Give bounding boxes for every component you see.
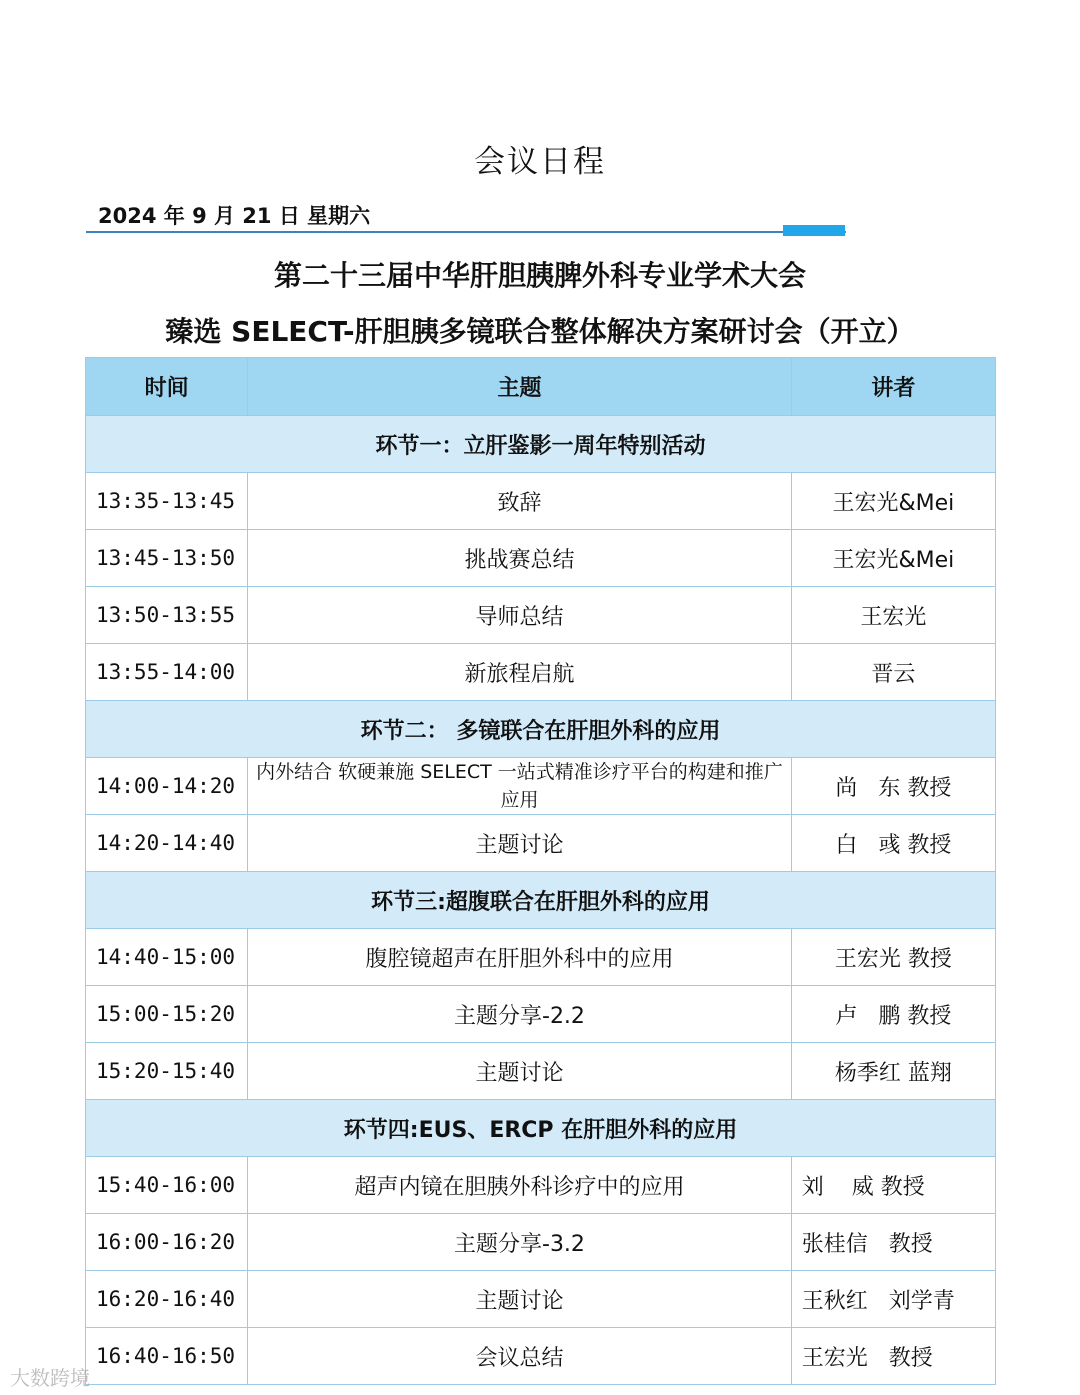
row-topic: 内外结合 软硬兼施 SELECT 一站式精准诊疗平台的构建和推广应用 [248, 758, 792, 815]
row-time: 13:50-13:55 [86, 587, 248, 644]
row-time: 16:20-16:40 [86, 1271, 248, 1328]
table-row [86, 1328, 996, 1385]
row-topic: 超声内镜在胆胰外科诊疗中的应用 [248, 1157, 792, 1214]
row-time: 16:00-16:20 [86, 1214, 248, 1271]
section-title: 环节四:EUS、ERCP 在肝胆外科的应用 [86, 1100, 996, 1157]
table-row [86, 1271, 996, 1328]
conference-title: 第二十三届中华肝胆胰脾外科专业学术大会 [273, 259, 806, 292]
row-time: 14:00-14:20 [86, 758, 248, 815]
row-time: 13:55-14:00 [86, 644, 248, 701]
row-speaker: 王宏光 [791, 587, 995, 644]
row-speaker: 王宏光 教授 [791, 929, 995, 986]
row-topic: 主题讨论 [248, 815, 792, 872]
table-row [86, 986, 996, 1043]
row-time: 14:40-15:00 [86, 929, 248, 986]
header-time: 时间 [86, 358, 248, 416]
row-topic: 致辞 [248, 473, 792, 530]
row-topic: 挑战赛总结 [248, 530, 792, 587]
row-time: 15:20-15:40 [86, 1043, 248, 1100]
table-row [86, 587, 996, 644]
table-row [86, 530, 996, 587]
row-time: 13:45-13:50 [86, 530, 248, 587]
row-speaker: 尚 东 教授 [791, 758, 995, 815]
row-topic: 主题讨论 [248, 1043, 792, 1100]
row-speaker: 王宏光 教授 [791, 1328, 995, 1385]
watermark: 大数跨境 [10, 1366, 90, 1390]
row-speaker: 王秋红 刘学青 [791, 1271, 995, 1328]
header-topic: 主题 [248, 358, 792, 416]
row-speaker: 王宏光&Mei [791, 473, 995, 530]
section-title: 环节一：立肝鉴影一周年特别活动 [86, 416, 996, 473]
section-row [86, 872, 996, 929]
row-topic: 腹腔镜超声在肝胆外科中的应用 [248, 929, 792, 986]
table-row [86, 929, 996, 986]
row-topic: 导师总结 [248, 587, 792, 644]
row-speaker: 晋云 [791, 644, 995, 701]
section-title: 环节三:超腹联合在肝胆外科的应用 [86, 872, 996, 929]
date-accent-bar [783, 225, 845, 236]
table-row [86, 644, 996, 701]
page-title: 会议日程 [474, 144, 606, 180]
section-row [86, 701, 996, 758]
row-speaker: 张桂信 教授 [791, 1214, 995, 1271]
row-time: 14:20-14:40 [86, 815, 248, 872]
row-time: 15:40-16:00 [86, 1157, 248, 1214]
table-row [86, 815, 996, 872]
row-speaker: 刘 威 教授 [791, 1157, 995, 1214]
row-time: 15:00-15:20 [86, 986, 248, 1043]
row-topic: 主题分享-2.2 [248, 986, 792, 1043]
date-line: 2024 年 9 月 21 日 星期六 [98, 204, 371, 228]
table-row [86, 473, 996, 530]
row-speaker: 王宏光&Mei [791, 530, 995, 587]
row-topic: 会议总结 [248, 1328, 792, 1385]
table-row [86, 1157, 996, 1214]
table-row [86, 1214, 996, 1271]
row-speaker: 卢 鹏 教授 [791, 986, 995, 1043]
row-speaker: 白 彧 教授 [791, 815, 995, 872]
table-row [86, 758, 996, 815]
row-topic: 主题讨论 [248, 1271, 792, 1328]
table-header-row [86, 358, 996, 416]
header-speaker: 讲者 [791, 358, 995, 416]
table-row [86, 1043, 996, 1100]
section-row [86, 1100, 996, 1157]
row-topic: 主题分享-3.2 [248, 1214, 792, 1271]
session-title: 臻选 SELECT-肝胆胰多镜联合整体解决方案研讨会（开立） [165, 315, 915, 348]
section-title: 环节二： 多镜联合在肝胆外科的应用 [86, 701, 996, 758]
section-row [86, 416, 996, 473]
row-time: 13:35-13:45 [86, 473, 248, 530]
row-time: 16:40-16:50 [86, 1328, 248, 1385]
row-speaker: 杨季红 蓝翔 [791, 1043, 995, 1100]
schedule-table [85, 357, 996, 1385]
row-topic: 新旅程启航 [248, 644, 792, 701]
date-underline [86, 231, 846, 233]
